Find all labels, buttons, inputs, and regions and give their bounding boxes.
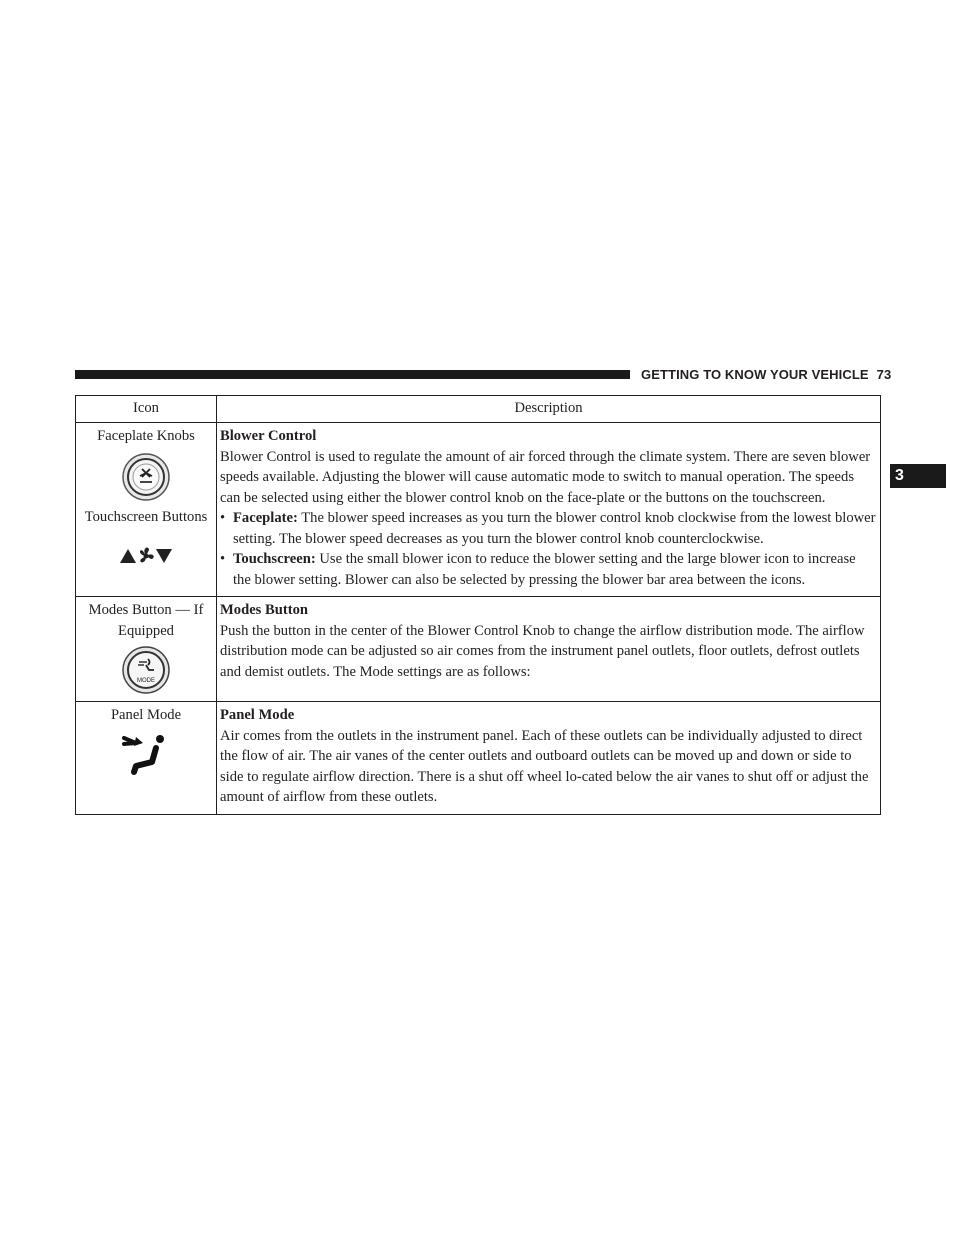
column-header-description: Description (217, 396, 881, 423)
table-row (76, 702, 881, 815)
icon-label-modes-button: Modes Button — If Equipped (88, 602, 204, 639)
description-cell (217, 702, 881, 815)
icon-cell (76, 423, 217, 597)
bullet-label: Touchscreen: (233, 551, 316, 567)
row-title: Modes Button (220, 602, 308, 618)
page-number: 73 (876, 367, 892, 382)
row-title: Panel Mode (220, 707, 295, 723)
bullet-text: The blower speed increases as you turn the blower control knob clockwise from the lowest blower setting. The blower speed decreases as you turn the blower control knob counterclockwise. (233, 510, 876, 547)
description-text: Air comes from the outlets in the instrument panel. Each of these outlets can be individually adjusted to direct the flow of air. The air vanes of the center outlets and outboard outlets can be moved up and down or side to side to regulate airflow direction. There is a shut off wheel lo-cated below the air vanes to shut off or adjust the amount of airflow from these outlets. (220, 727, 869, 805)
table-header-row (76, 396, 881, 423)
icon-label-touchscreen-buttons: Touchscreen Buttons (84, 508, 208, 525)
column-header-icon: Icon (76, 396, 217, 423)
bullet-icon: • (220, 551, 226, 567)
icon-label-panel-mode: Panel Mode (110, 707, 182, 723)
header-rule (75, 370, 630, 379)
description-cell (217, 597, 881, 702)
description-text: Push the button in the center of the Blower Control Knob to change the airflow distribution mode. The airflow distribution mode can be adjusted so air comes from the instrument panel outlets, floor outlets, defrost outlets and demist outlets. The Mode settings are as follows: (220, 622, 865, 680)
bullet-text: Use the small blower icon to reduce the blower setting and the large blower icon to increase the blower setting. Blower can also be selected by pressing the blower bar area between the icons. (233, 551, 856, 588)
bullet-icon: • (220, 510, 226, 526)
row-title: Blower Control (220, 428, 317, 444)
icon-label-faceplate-knobs: Faceplate Knobs (97, 428, 195, 444)
climate-controls-table (75, 395, 881, 815)
panel-mode-icon (116, 730, 176, 780)
bullet-label: Faceplate: (233, 510, 298, 526)
blower-knob-icon (116, 451, 176, 505)
chapter-tab: 3 (890, 464, 946, 488)
blower-speed-icon (116, 541, 176, 571)
mode-knob-icon (115, 645, 177, 695)
running-header (641, 367, 891, 383)
table-row (76, 423, 881, 597)
description-text: Blower Control is used to regulate the amount of air forced through the climate system. There are seven blower speeds available. Adjusting the blower will cause automatic mode to switch to manual operation. The speeds can be selected using either the blower control knob on the face-plate or the buttons on the touchscreen. (220, 448, 871, 506)
mode-knob-text: MODE (137, 678, 155, 684)
bullet-list (220, 508, 877, 590)
icon-cell (76, 702, 217, 815)
section-title: GETTING TO KNOW YOUR VEHICLE (641, 367, 869, 382)
list-item (220, 508, 877, 549)
description-cell (217, 423, 881, 597)
list-item (220, 549, 877, 590)
icon-cell (76, 597, 217, 702)
table-row (76, 597, 881, 702)
